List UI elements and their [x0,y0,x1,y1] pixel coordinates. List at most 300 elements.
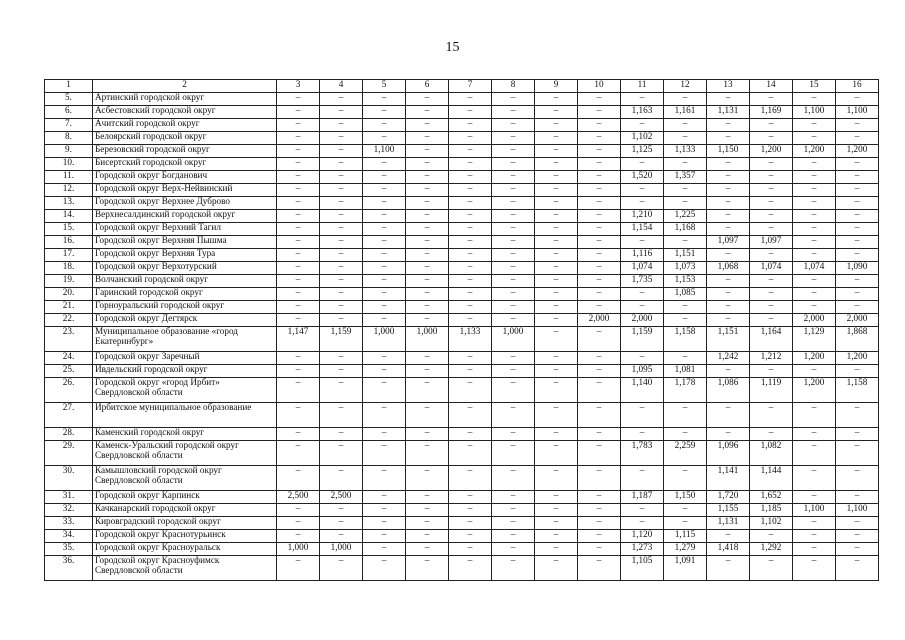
municipality-name-cell: Качканарский городской округ [93,504,277,517]
value-cell: – [320,249,363,262]
value-cell: – [449,275,492,288]
value-cell: 1,131 [707,106,750,119]
value-cell: 2,500 [277,491,320,504]
value-cell: – [578,543,621,556]
value-cell: – [836,466,879,491]
value-cell: – [363,352,406,365]
value-cell: – [535,132,578,145]
value-cell: – [535,301,578,314]
value-cell: – [793,530,836,543]
value-cell: – [277,236,320,249]
row-number-cell: 35. [45,543,93,556]
value-cell: 1,200 [793,352,836,365]
value-cell: – [363,119,406,132]
value-cell: – [793,197,836,210]
table-row [45,378,879,403]
value-cell: – [406,158,449,171]
value-cell: – [449,119,492,132]
value-cell: 1,200 [793,145,836,158]
value-cell: – [836,223,879,236]
value-cell: – [793,171,836,184]
value-cell: 1,000 [320,543,363,556]
value-cell: – [793,491,836,504]
value-cell: – [449,504,492,517]
value-cell: 1,081 [664,365,707,378]
value-cell: – [492,517,535,530]
value-cell: – [449,491,492,504]
value-cell: 2,000 [793,314,836,327]
value-cell: – [578,327,621,352]
value-cell: – [492,504,535,517]
value-cell: – [406,428,449,441]
municipality-name-cell: Ирбитское муниципальное образование [93,403,277,428]
column-number-header: 16 [836,80,879,93]
value-cell: – [578,301,621,314]
value-cell: – [449,352,492,365]
row-number-cell: 24. [45,352,93,365]
municipality-name-cell: Ивдельский городской округ [93,365,277,378]
value-cell: – [320,352,363,365]
value-cell: – [449,378,492,403]
row-number-cell: 8. [45,132,93,145]
value-cell: – [535,93,578,106]
value-cell: – [449,556,492,581]
value-cell: 1,147 [277,327,320,352]
value-cell: – [320,428,363,441]
value-cell: – [363,197,406,210]
row-number-cell: 11. [45,171,93,184]
value-cell: – [535,543,578,556]
value-cell: 1,161 [664,106,707,119]
value-cell: – [406,543,449,556]
row-number-cell: 29. [45,441,93,466]
column-number-header: 7 [449,80,492,93]
municipality-name-cell: Ачитский городской округ [93,119,277,132]
value-cell: – [836,93,879,106]
value-cell: – [664,314,707,327]
value-cell: – [406,352,449,365]
municipality-name-cell: Городской округ Верхняя Тура [93,249,277,262]
municipality-name-cell: Бисертский городской округ [93,158,277,171]
value-cell: – [449,158,492,171]
value-cell: – [664,158,707,171]
value-cell: – [793,301,836,314]
value-cell: – [406,223,449,236]
value-cell: – [750,403,793,428]
municipality-name-cell: Городской округ Красноуральск [93,543,277,556]
value-cell: – [320,365,363,378]
value-cell: – [406,119,449,132]
value-cell: – [277,223,320,236]
row-number-cell: 36. [45,556,93,581]
value-cell: – [535,197,578,210]
value-cell: – [836,543,879,556]
value-cell: – [492,556,535,581]
value-cell: – [836,197,879,210]
value-cell: 1,125 [621,145,664,158]
value-cell: – [535,466,578,491]
value-cell: – [578,158,621,171]
value-cell: – [449,288,492,301]
row-number-cell: 28. [45,428,93,441]
column-number-header: 8 [492,80,535,93]
value-cell: – [750,288,793,301]
value-cell: – [750,197,793,210]
value-cell: – [578,184,621,197]
value-cell: – [320,171,363,184]
table-row [45,262,879,275]
value-cell: 1,164 [750,327,793,352]
value-cell: – [664,236,707,249]
value-cell: – [664,301,707,314]
value-cell: – [707,249,750,262]
value-cell: 1,102 [750,517,793,530]
value-cell: – [277,210,320,223]
value-cell: – [492,352,535,365]
value-cell: – [492,184,535,197]
value-cell: – [320,441,363,466]
value-cell: – [406,210,449,223]
value-cell: – [492,132,535,145]
value-cell: – [793,517,836,530]
value-cell: 1,159 [621,327,664,352]
value-cell: 2,259 [664,441,707,466]
value-cell: 1,102 [621,132,664,145]
value-cell: – [621,352,664,365]
value-cell: – [578,288,621,301]
value-cell: – [363,556,406,581]
table-row [45,403,879,428]
value-cell: – [578,352,621,365]
value-cell: – [793,556,836,581]
value-cell: – [320,275,363,288]
value-cell: 1,418 [707,543,750,556]
value-cell: – [707,158,750,171]
value-cell: – [492,441,535,466]
value-cell: 1,520 [621,171,664,184]
value-cell: – [492,236,535,249]
value-cell: – [320,93,363,106]
value-cell: – [363,158,406,171]
value-cell: 1,119 [750,378,793,403]
value-cell: 1,200 [836,145,879,158]
value-cell: – [277,132,320,145]
value-cell: 1,082 [750,441,793,466]
row-number-cell: 26. [45,378,93,403]
value-cell: – [363,171,406,184]
value-cell: 1,100 [363,145,406,158]
value-cell: – [320,132,363,145]
value-cell: – [363,288,406,301]
row-number-cell: 7. [45,119,93,132]
value-cell: – [492,119,535,132]
value-cell: – [492,428,535,441]
value-cell: – [793,275,836,288]
column-number-header: 12 [664,80,707,93]
value-cell: – [578,171,621,184]
table-row [45,132,879,145]
value-cell: 2,000 [621,314,664,327]
table-row [45,145,879,158]
value-cell: – [535,403,578,428]
row-number-cell: 31. [45,491,93,504]
column-number-header: 15 [793,80,836,93]
value-cell: – [535,223,578,236]
value-cell: – [277,428,320,441]
value-cell: – [621,403,664,428]
value-cell: – [750,530,793,543]
value-cell: 1,163 [621,106,664,119]
value-cell: – [793,543,836,556]
value-cell: – [535,288,578,301]
value-cell: – [578,197,621,210]
value-cell: 1,116 [621,249,664,262]
row-number-cell: 30. [45,466,93,491]
table-row [45,441,879,466]
value-cell: – [320,403,363,428]
value-cell: – [836,119,879,132]
value-cell: – [363,93,406,106]
value-cell: – [363,543,406,556]
value-cell: – [621,301,664,314]
value-cell: – [320,301,363,314]
value-cell: 1,187 [621,491,664,504]
table-row [45,106,879,119]
value-cell: – [277,403,320,428]
value-cell: – [277,556,320,581]
value-cell: – [277,378,320,403]
value-cell: – [578,132,621,145]
value-cell: – [578,249,621,262]
value-cell: – [535,145,578,158]
value-cell: – [320,184,363,197]
value-cell: – [578,504,621,517]
value-cell: – [363,466,406,491]
value-cell: – [750,158,793,171]
value-cell: – [750,301,793,314]
value-cell: 1,155 [707,504,750,517]
value-cell: – [621,184,664,197]
value-cell: – [320,288,363,301]
value-cell: – [406,441,449,466]
value-cell: – [449,132,492,145]
value-cell: 1,720 [707,491,750,504]
value-cell: – [492,378,535,403]
value-cell: 1,000 [406,327,449,352]
value-cell: – [492,158,535,171]
value-cell: – [535,314,578,327]
value-cell: – [406,504,449,517]
municipality-name-cell: Городской округ Краснотурьинск [93,530,277,543]
value-cell: – [535,352,578,365]
value-cell: – [320,504,363,517]
value-cell: – [406,249,449,262]
value-cell: – [363,314,406,327]
value-cell: – [320,556,363,581]
value-cell: – [750,171,793,184]
value-cell: 1,115 [664,530,707,543]
value-cell: 1,169 [750,106,793,119]
value-cell: – [621,197,664,210]
value-cell: – [750,132,793,145]
value-cell: 1,200 [793,378,836,403]
value-cell: – [277,352,320,365]
value-cell: – [664,197,707,210]
column-number-header: 3 [277,80,320,93]
value-cell: 1,154 [621,223,664,236]
value-cell: – [449,93,492,106]
value-cell: – [492,171,535,184]
value-cell: – [707,223,750,236]
value-cell: – [664,428,707,441]
value-cell: – [320,197,363,210]
column-number-header: 2 [93,80,277,93]
value-cell: – [535,119,578,132]
value-cell: – [449,184,492,197]
value-cell: – [449,145,492,158]
value-cell: – [320,262,363,275]
value-cell: – [836,428,879,441]
value-cell: – [406,171,449,184]
value-cell: – [535,327,578,352]
value-cell: – [363,403,406,428]
value-cell: – [836,365,879,378]
value-cell: – [535,171,578,184]
value-cell: – [492,301,535,314]
value-cell: – [535,504,578,517]
value-cell: – [621,428,664,441]
value-cell: 1,068 [707,262,750,275]
table-row [45,93,879,106]
value-cell: – [664,352,707,365]
table-row [45,556,879,581]
municipality-name-cell: Городской округ Карпинск [93,491,277,504]
value-cell: – [363,365,406,378]
value-cell: – [664,504,707,517]
value-cell: – [320,314,363,327]
value-cell: – [578,275,621,288]
value-cell: – [621,236,664,249]
value-cell: – [578,428,621,441]
row-number-cell: 10. [45,158,93,171]
value-cell: – [793,403,836,428]
value-cell: – [406,365,449,378]
value-cell: 1,097 [750,236,793,249]
row-number-cell: 9. [45,145,93,158]
value-cell: 1,000 [277,543,320,556]
value-cell: – [621,93,664,106]
value-cell: – [363,428,406,441]
row-number-cell: 13. [45,197,93,210]
value-cell: – [750,119,793,132]
value-cell: – [449,171,492,184]
value-cell: – [621,504,664,517]
value-cell: 1,144 [750,466,793,491]
value-cell: – [578,365,621,378]
value-cell: – [707,314,750,327]
value-cell: – [406,288,449,301]
value-cell: – [363,517,406,530]
table-row [45,517,879,530]
row-number-cell: 16. [45,236,93,249]
table-row [45,327,879,352]
value-cell: – [836,249,879,262]
table-row [45,352,879,365]
value-cell: – [492,262,535,275]
value-cell: – [578,106,621,119]
row-number-cell: 27. [45,403,93,428]
value-cell: 1,868 [836,327,879,352]
value-cell: – [449,197,492,210]
value-cell: – [363,106,406,119]
table-row [45,236,879,249]
value-cell: – [449,543,492,556]
value-cell: – [750,184,793,197]
value-cell: – [492,530,535,543]
value-cell: – [449,301,492,314]
value-cell: – [492,491,535,504]
value-cell: – [836,556,879,581]
value-cell: – [535,210,578,223]
value-cell: – [363,491,406,504]
municipality-name-cell: Муниципальное образование «город Екатеринбург» [93,327,277,352]
value-cell: – [492,466,535,491]
value-cell: – [277,517,320,530]
value-cell: – [793,132,836,145]
value-cell: – [836,530,879,543]
value-cell: – [664,119,707,132]
table-row [45,504,879,517]
value-cell: – [363,275,406,288]
value-cell: – [277,249,320,262]
value-cell: 2,500 [320,491,363,504]
municipality-name-cell: Волчанский городской округ [93,275,277,288]
column-number-header: 11 [621,80,664,93]
value-cell: – [707,288,750,301]
value-cell: – [363,132,406,145]
value-cell: 1,091 [664,556,707,581]
value-cell: – [320,145,363,158]
value-cell: – [578,262,621,275]
value-cell: 1,074 [793,262,836,275]
value-cell: – [707,556,750,581]
municipality-name-cell: Горноуральский городской округ [93,301,277,314]
value-cell: 1,141 [707,466,750,491]
value-cell: 1,158 [664,327,707,352]
value-cell: – [535,556,578,581]
table-row [45,314,879,327]
value-cell: – [836,210,879,223]
value-cell: – [535,236,578,249]
value-cell: – [707,365,750,378]
value-cell: – [449,365,492,378]
value-cell: – [664,93,707,106]
value-cell: – [836,184,879,197]
value-cell: 1,200 [750,145,793,158]
value-cell: – [406,106,449,119]
value-cell: – [277,197,320,210]
value-cell: – [277,119,320,132]
value-cell: – [535,249,578,262]
row-number-cell: 14. [45,210,93,223]
value-cell: – [578,93,621,106]
table-body [45,93,879,581]
value-cell: – [449,517,492,530]
value-cell: – [621,119,664,132]
value-cell: – [535,530,578,543]
value-cell: – [707,275,750,288]
value-cell: – [707,119,750,132]
